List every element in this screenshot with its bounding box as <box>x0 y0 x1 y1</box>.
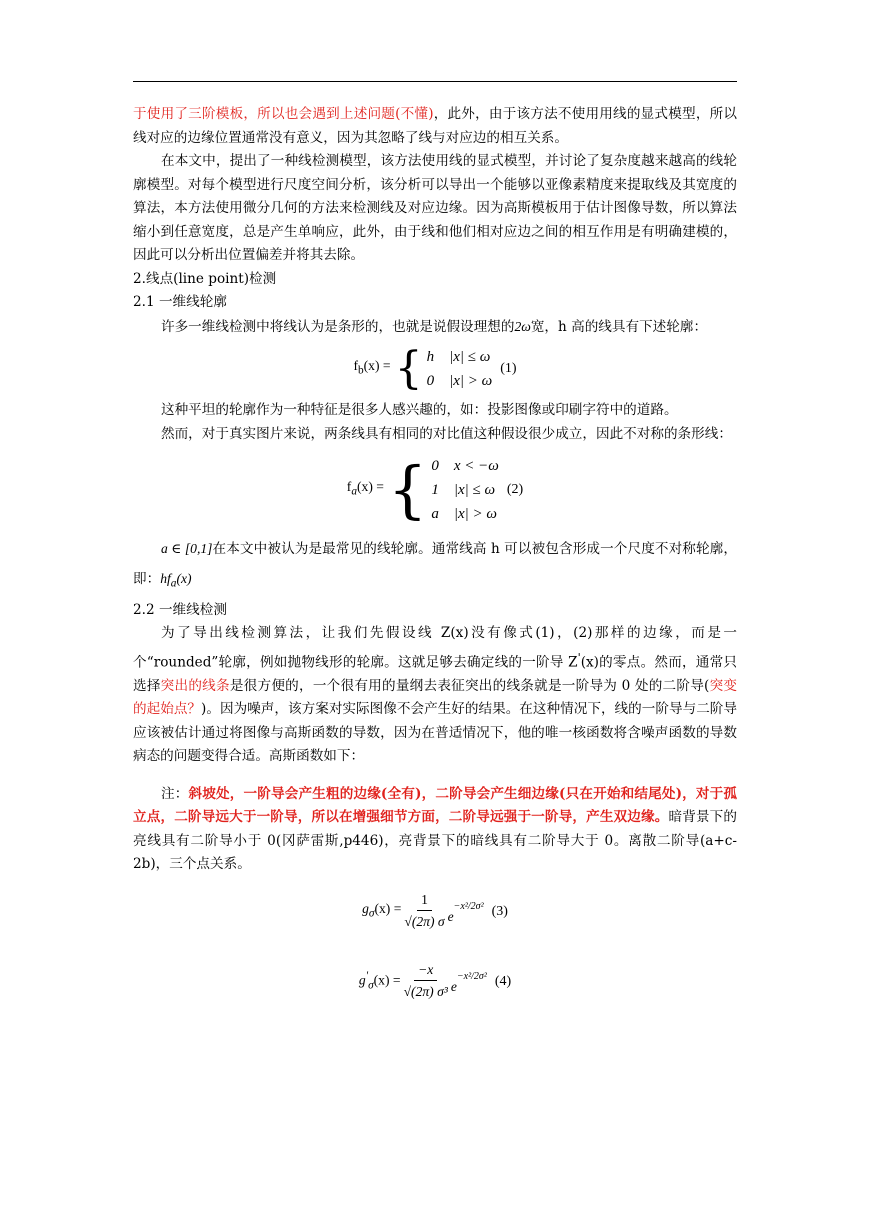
eq4-prime: ' <box>365 970 369 983</box>
heading-2-1: 2.1 一维线轮廓 <box>133 294 227 310</box>
eq3-fraction <box>404 890 444 933</box>
eq1-case-2: 0 |x| > ω <box>426 373 493 389</box>
eq4-fraction <box>404 960 448 1003</box>
eq1-case-1: h |x| ≤ ω <box>426 349 491 365</box>
heading-2-2: 2.2 一维线检测 <box>133 601 227 618</box>
eq3-exp-term <box>448 895 484 929</box>
document-body <box>133 103 737 1017</box>
paragraph-7 <box>133 622 737 769</box>
eq1-f: f <box>353 358 358 374</box>
eq2-sub: a <box>351 486 357 499</box>
paragraph-3-text-a: 许多一维线检测中将线认为是条形的，也就是说假设理想的 <box>161 318 515 335</box>
eq4-exp-term <box>451 965 487 999</box>
eq4-numerator: −x <box>414 960 437 981</box>
eq4-denominator: √(2π) σ³ <box>403 984 448 1000</box>
paragraph-7-text-c: 是很方便的，一个很有用的量纲去表征突出的线条就是一阶导为 0 处的二阶导( <box>229 677 710 694</box>
eq2-number: (2) <box>506 482 524 498</box>
note-red-bold: 斜坡处，一阶导会产生粗的边缘(全有)，二阶导会产生细边缘(只在开始和结尾处)，对于孤立点，二阶导远大于一阶导，所以在增强细节方面，二阶导远强于一阶导，产生双边缘。 <box>133 785 737 826</box>
eq3-numerator: 1 <box>417 890 432 911</box>
eq1-number: (1) <box>500 361 517 377</box>
a-range: a ∈ [0,1] <box>161 541 213 556</box>
eq4-exponent: −x²/2σ² <box>456 971 487 982</box>
eq2-f: f <box>346 479 352 495</box>
eq4-e: e <box>450 979 457 994</box>
equation-1 <box>133 339 737 399</box>
eq4-g: g <box>358 972 366 988</box>
paragraph-4: 这种平坦的轮廓作为一种特征是很多人感兴趣的，如：投影图像或印刷字符中的道路。 <box>161 402 678 418</box>
eq2-arg: (x) = <box>357 479 384 495</box>
eq3-denominator: √(2π) σ <box>404 914 445 930</box>
paragraph-6 <box>133 534 737 599</box>
eq1-brace: { <box>394 343 423 394</box>
eq4-lhs <box>359 965 401 998</box>
heading-2: 2.线点(line point)检测 <box>133 270 277 287</box>
eq2-brace: { <box>387 453 428 526</box>
hf-symbol: hf <box>160 571 171 586</box>
paragraph-6-text: 在本文中被认为是最常见的线轮廓。通常线高 h 可以被包含形成一个尺度不对称轮廓，即： <box>133 541 737 587</box>
eq1-arg: (x) = <box>363 358 391 374</box>
spacer <box>133 769 737 783</box>
note-paragraph <box>133 783 737 877</box>
eq3-number: (3) <box>491 904 508 919</box>
paragraph-2: 在本文中，提出了一种线检测模型，该方法使用线的显式模型，并讨论了复杂度越来越高的线轮廓模型。对每个模型进行尺度空间分析，该分析可以导出一个能够以亚像素精度来提取线及其宽度的算法，本方法使用微分几何的方法来检测线及对应边缘。因为高斯模板用于估计图像导数，所以算法缩小到任意宽度，总是产生单响应，此外，由于线和他们相对应边之间的相互作用是有明确建模的，因此可以分析出位置偏差并将其去除。 <box>133 153 737 263</box>
paragraph-3-text-b: 宽，h 高的线具有下述轮廓： <box>530 318 708 335</box>
eq3-g: g <box>362 901 369 917</box>
eq1-cases <box>427 345 493 393</box>
eq3-arg: (x) = <box>374 901 402 917</box>
eq3-sub: σ <box>368 907 375 920</box>
paragraph-5: 然而，对于真实图片来说，两条线具有相同的对比值这种假设很少成立，因此不对称的条形线： <box>161 425 732 442</box>
paragraph-3 <box>133 315 737 340</box>
hf-arg: (x) <box>176 571 192 586</box>
equation-2 <box>133 446 737 534</box>
note-prefix: 注： <box>161 785 189 802</box>
red-comment: 于使用了三阶模板，所以也会遇到上述问题(不懂) <box>133 106 434 122</box>
eq2-case-3: a |x| > ω <box>431 506 497 522</box>
eq4-number: (4) <box>494 974 512 989</box>
eq2-lhs <box>347 475 384 504</box>
eq3-e: e <box>447 909 454 924</box>
prime-mark: ' <box>577 649 581 664</box>
eq1-lhs <box>353 354 390 383</box>
width-symbol: 2ω <box>514 318 531 334</box>
header-rule <box>133 81 737 82</box>
paragraph-1-text: ，此外，由于该方法不使用用线的显式模型，所以线对应的边缘位置通常没有意义，因为其忽略了线与对应边的相互关系。 <box>133 106 738 146</box>
equation-4 <box>133 947 737 1017</box>
eq4-sub: σ <box>368 979 374 992</box>
eq3-lhs <box>362 897 401 926</box>
eq2-case-2: 1 |x| ≤ ω <box>431 482 496 498</box>
eq1-sub: b <box>357 365 364 378</box>
eq2-cases <box>431 454 499 526</box>
paragraph-7-text-d: )。因为噪声，该方案对实际图像不会产生好的结果。在这种情况下，线的一阶导与二阶导应该被估计通过将图像与高斯函数的导数，因为在普适情况下，他的唯一核函数将含噪声函数的导数病态的问题变得合适。高斯函数如下： <box>133 701 738 765</box>
eq3-exponent: −x²/2σ² <box>453 901 484 912</box>
paragraph-7-text-b: (x)的零点。然而，通常只选择 <box>133 654 737 694</box>
paragraph-7-text-a: 为了导出线检测算法，让我们先假设线 Z(x)没有像式(1)，(2)那样的边缘，而是一个“rounded”轮廓，例如抛物线形的轮廓。这就足够去确定线的一阶导 Z <box>133 625 737 671</box>
note-rest: 暗背景下的亮线具有二阶导小于 0(冈萨雷斯,p446)，亮背景下的暗线具有二阶导大于 0。离散二阶导(a+c-2b)，三个点关系。 <box>133 809 737 873</box>
hf-sub: a <box>170 577 177 590</box>
red-highlight-2: 突变的起始点？ <box>133 677 738 718</box>
eq2-case-1: 0 x < −ω <box>431 458 499 474</box>
paragraph-1 <box>133 103 737 150</box>
red-highlight-1: 突出的线条 <box>160 677 230 694</box>
equation-3 <box>133 877 737 947</box>
eq4-arg: (x) = <box>373 972 401 988</box>
